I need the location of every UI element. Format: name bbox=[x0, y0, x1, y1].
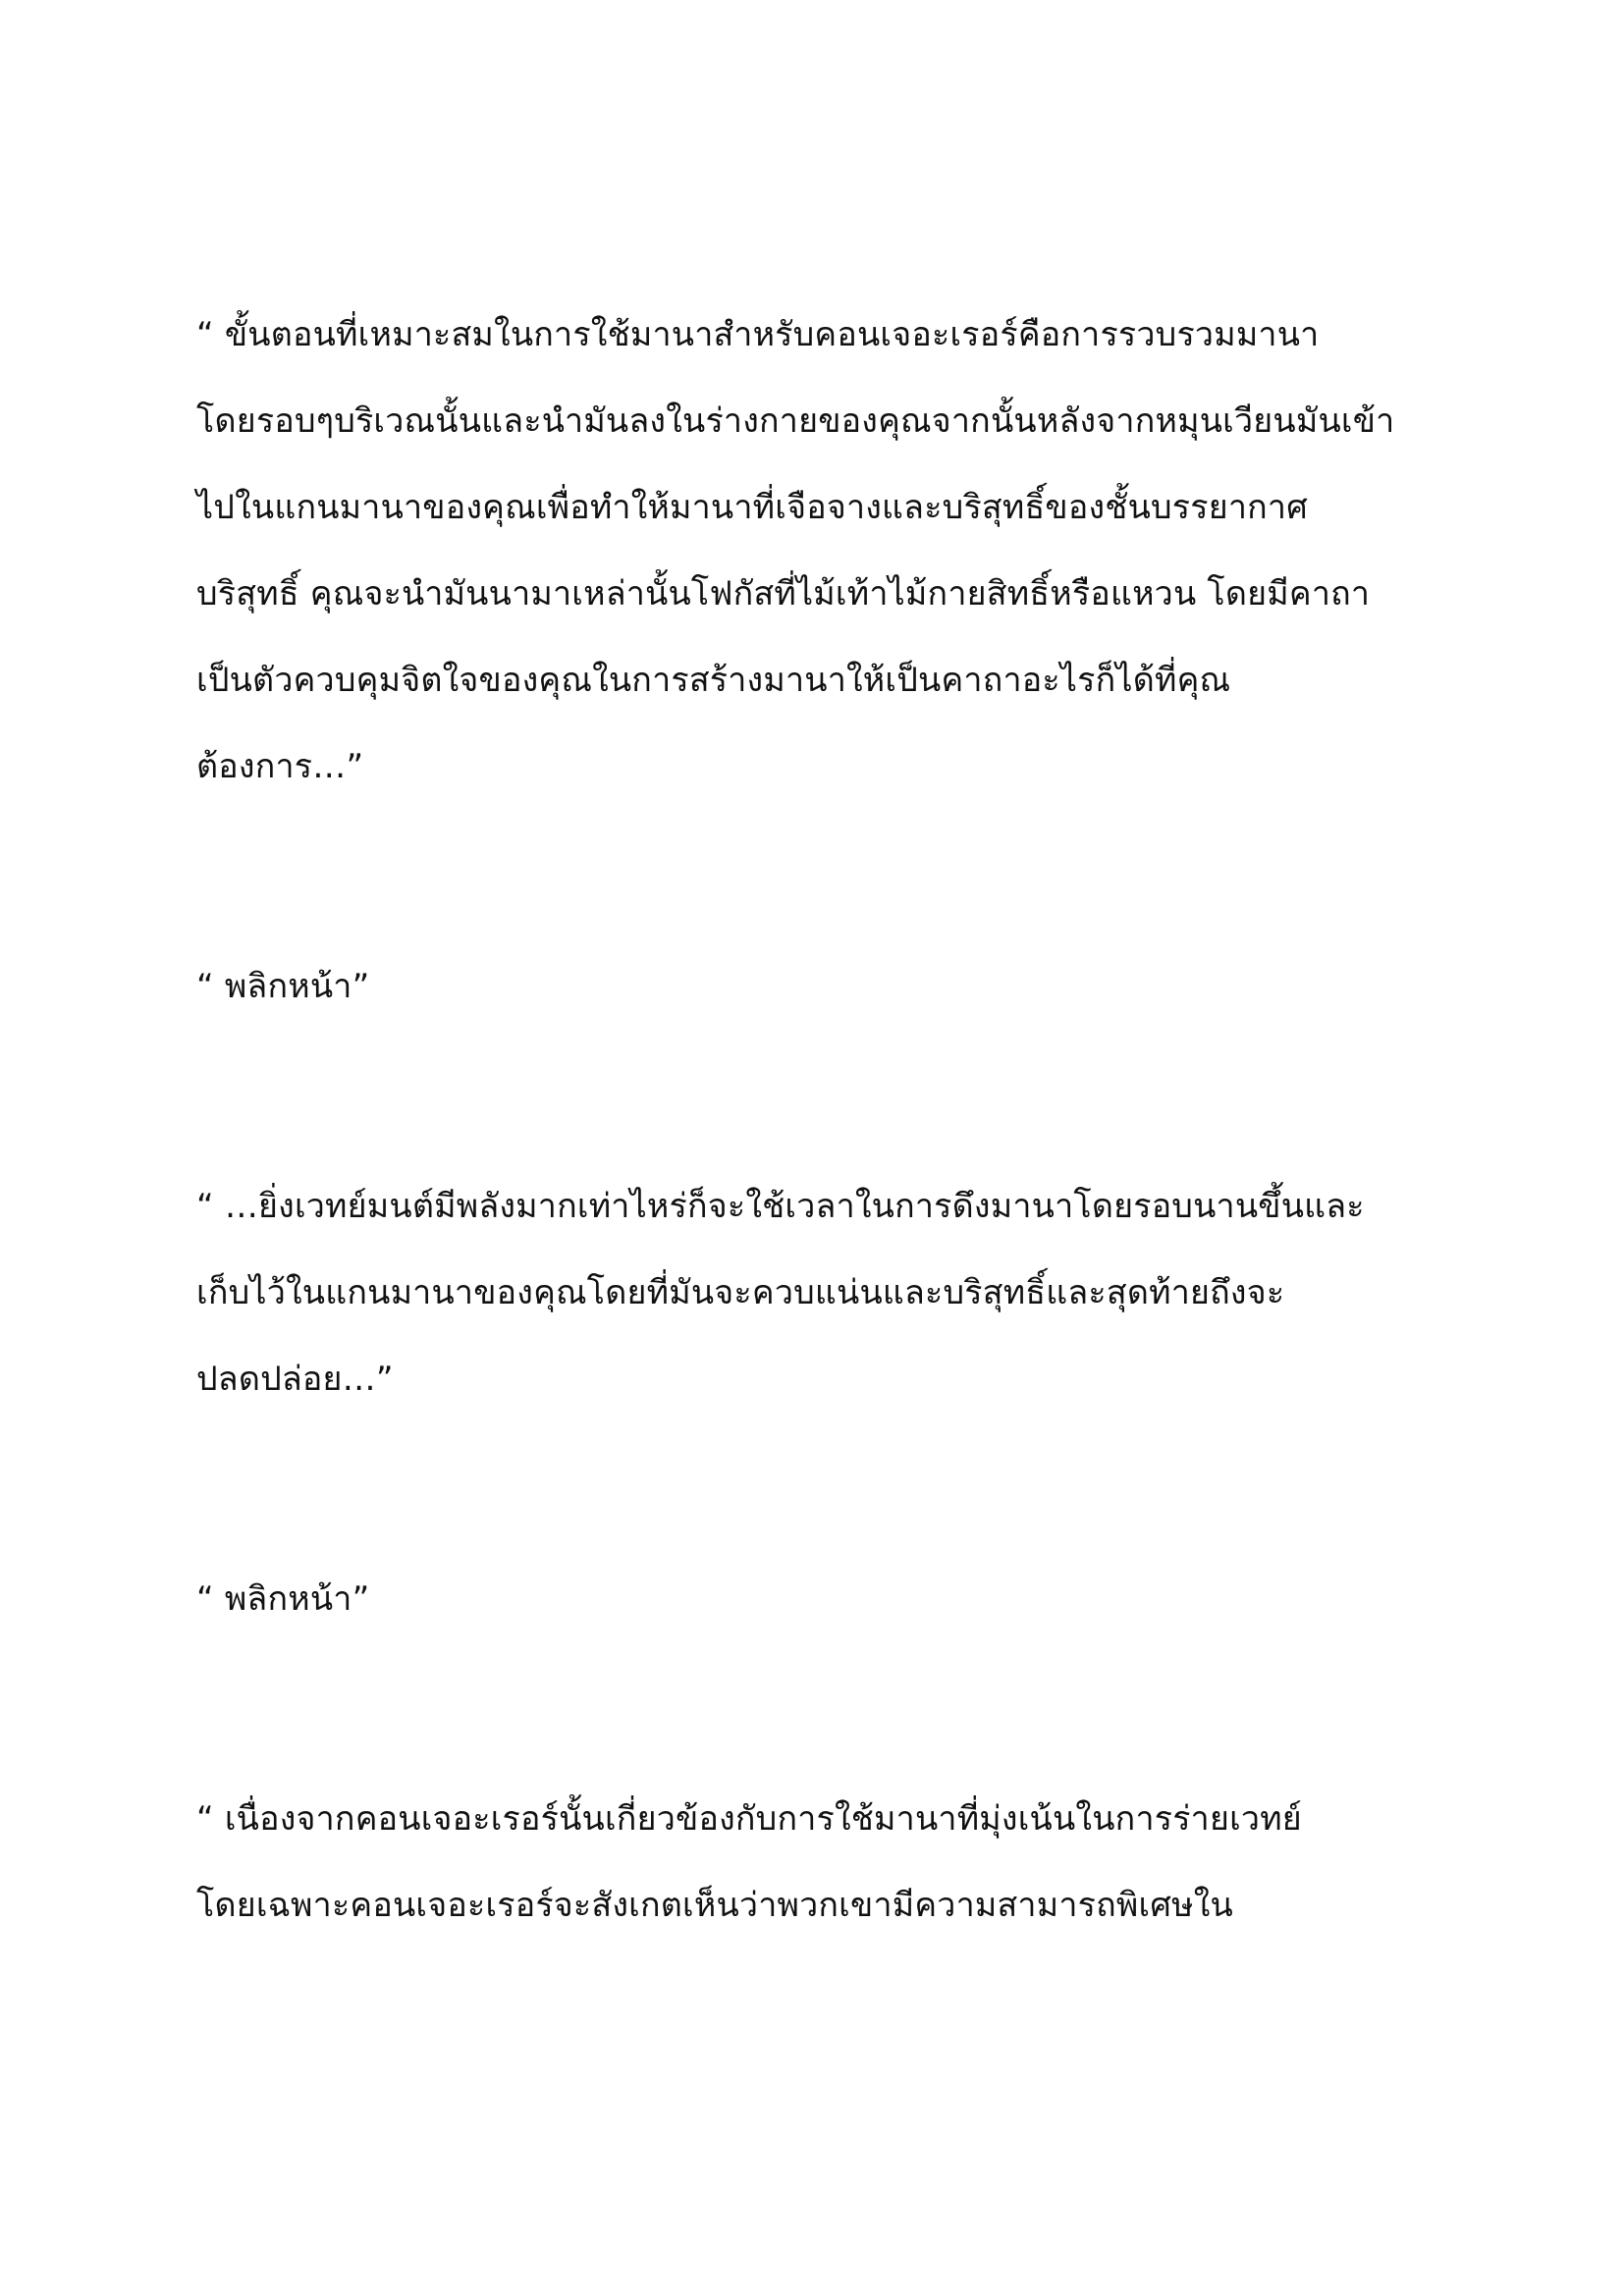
text-line: “ …ยิ่งเวทย์มนต์มีพลังมากเท่าไหร่ก็จะใช้เวลาในการดึงมานาโดยรอบนานขึ้นและ bbox=[196, 1187, 1365, 1226]
text-line: “ พลิกหน้า” bbox=[196, 967, 370, 1006]
text-line: ไปในแกนมานาของคุณเพื่อทำให้มานาที่เจือจางและบริสุทธิ์ของชั้นบรรยากาศ bbox=[196, 488, 1308, 527]
text-line: โดยเฉพาะคอนเจอะเรอร์จะสังเกตเห็นว่าพวกเขามีความสามารถพิเศษใน bbox=[196, 1886, 1233, 1925]
text-line: เก็บไว้ในแกนมานาของคุณโดยที่มันจะควบแน่นและบริสุทธิ์และสุดท้ายถึงจะ bbox=[196, 1273, 1285, 1312]
text-line: เป็นตัวควบคุมจิตใจของคุณในการสร้างมานาให้เป็นคาถาอะไรก็ได้ที่คุณ bbox=[196, 661, 1231, 700]
text-line: โดยรอบๆบริเวณนั้นและนำมันลงในร่างกายของคุณจากนั้นหลังจากหมุนเวียนมันเข้า bbox=[196, 401, 1395, 441]
text-line: “ เนื่องจากคอนเจอะเรอร์นั้นเกี่ยวข้องกับการใช้มานาที่มุ่งเน้นในการร่ายเวทย์ bbox=[196, 1799, 1302, 1839]
text-line: ปลดปล่อย…” bbox=[196, 1360, 394, 1399]
text-line: “ พลิกหน้า” bbox=[196, 1579, 370, 1619]
text-line: บริสุทธิ์ คุณจะนำมันนามาเหล่านั้นโฟกัสที่ไม้เท้าไม้กายสิทธิ์หรือแหวน โดยมีคาถา bbox=[196, 574, 1371, 614]
text-line: “ ขั้นตอนที่เหมาะสมในการใช้มานาสำหรับคอนเจอะเรอร์คือการรวบรวมมานา bbox=[196, 315, 1320, 354]
text-line: ต้องการ…” bbox=[196, 747, 364, 786]
